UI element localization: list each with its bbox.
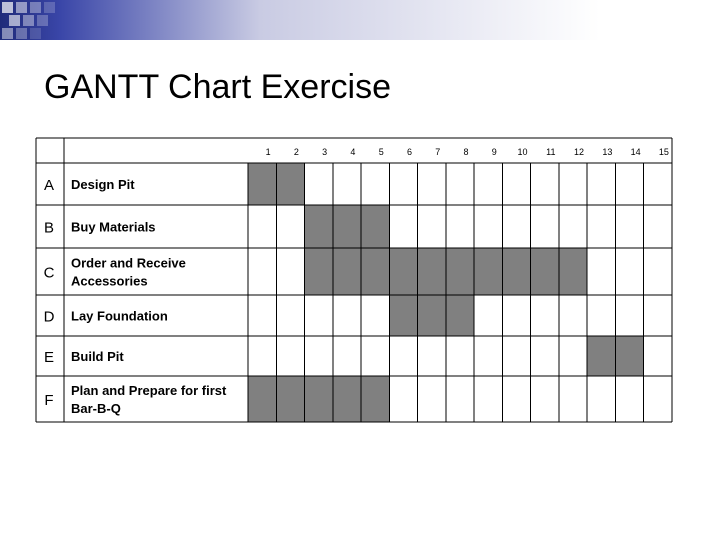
period-label: 5: [378, 147, 384, 157]
gantt-bar-cell: [305, 376, 333, 422]
gantt-bar-cell: [333, 205, 361, 248]
period-label: 4: [350, 147, 356, 157]
gantt-bar-cell: [587, 336, 615, 376]
gantt-bar-cell: [446, 248, 474, 295]
task-id: A: [43, 177, 55, 194]
task-id: E: [43, 349, 55, 366]
period-label: 12: [574, 147, 585, 157]
period-label: 14: [630, 147, 641, 157]
task-id: B: [43, 219, 55, 237]
period-label: 10: [517, 147, 528, 157]
task-name: Buy Materials: [71, 219, 156, 235]
gantt-bar-cell: [305, 248, 333, 295]
gantt-bar-cell: [248, 376, 276, 422]
task-name: Bar-B-Q: [71, 401, 121, 416]
task-name: Order and Receive: [71, 255, 186, 271]
task-name: Lay Foundation: [71, 308, 168, 324]
gantt-bar-cell: [502, 248, 530, 295]
task-id: D: [43, 308, 55, 326]
gantt-bar-cell: [418, 248, 446, 295]
gantt-bar-cell: [559, 248, 587, 295]
task-name: Plan and Prepare for first: [71, 383, 227, 398]
period-label: 1: [265, 147, 271, 157]
period-label: 11: [546, 147, 556, 157]
task-name: Design Pit: [71, 177, 135, 192]
period-label: 13: [602, 147, 613, 157]
task-id: F: [44, 392, 54, 409]
gantt-bar-cell: [333, 248, 361, 295]
period-label: 6: [406, 147, 412, 157]
gantt-bar-cell: [446, 295, 474, 336]
page-title: GANTT Chart Exercise: [44, 68, 392, 106]
task-name: Build Pit: [71, 349, 124, 364]
gantt-bar-cell: [389, 295, 417, 336]
gantt-bar-cell: [615, 336, 643, 376]
period-label: 7: [435, 147, 441, 157]
period-label: 9: [491, 147, 497, 157]
gantt-bar-cell: [531, 248, 559, 295]
gantt-bar-cell: [276, 376, 304, 422]
gantt-bar-cell: [276, 163, 304, 205]
gantt-bar-cell: [305, 205, 333, 248]
gantt-bar-cell: [418, 295, 446, 336]
gantt-bar-cell: [333, 376, 361, 422]
gantt-bar-cell: [248, 163, 276, 205]
gantt-bar-cell: [361, 376, 389, 422]
gantt-bar-cell: [361, 248, 389, 295]
gantt-bar-cell: [389, 248, 417, 295]
gantt-bar-cell: [361, 205, 389, 248]
gantt-bar-cell: [474, 248, 502, 295]
period-label: 8: [463, 147, 469, 157]
period-label: 15: [658, 147, 669, 157]
task-name: Accessories: [71, 273, 148, 289]
period-label: 2: [293, 147, 299, 157]
period-label: 3: [322, 147, 328, 157]
task-id: C: [43, 264, 55, 282]
